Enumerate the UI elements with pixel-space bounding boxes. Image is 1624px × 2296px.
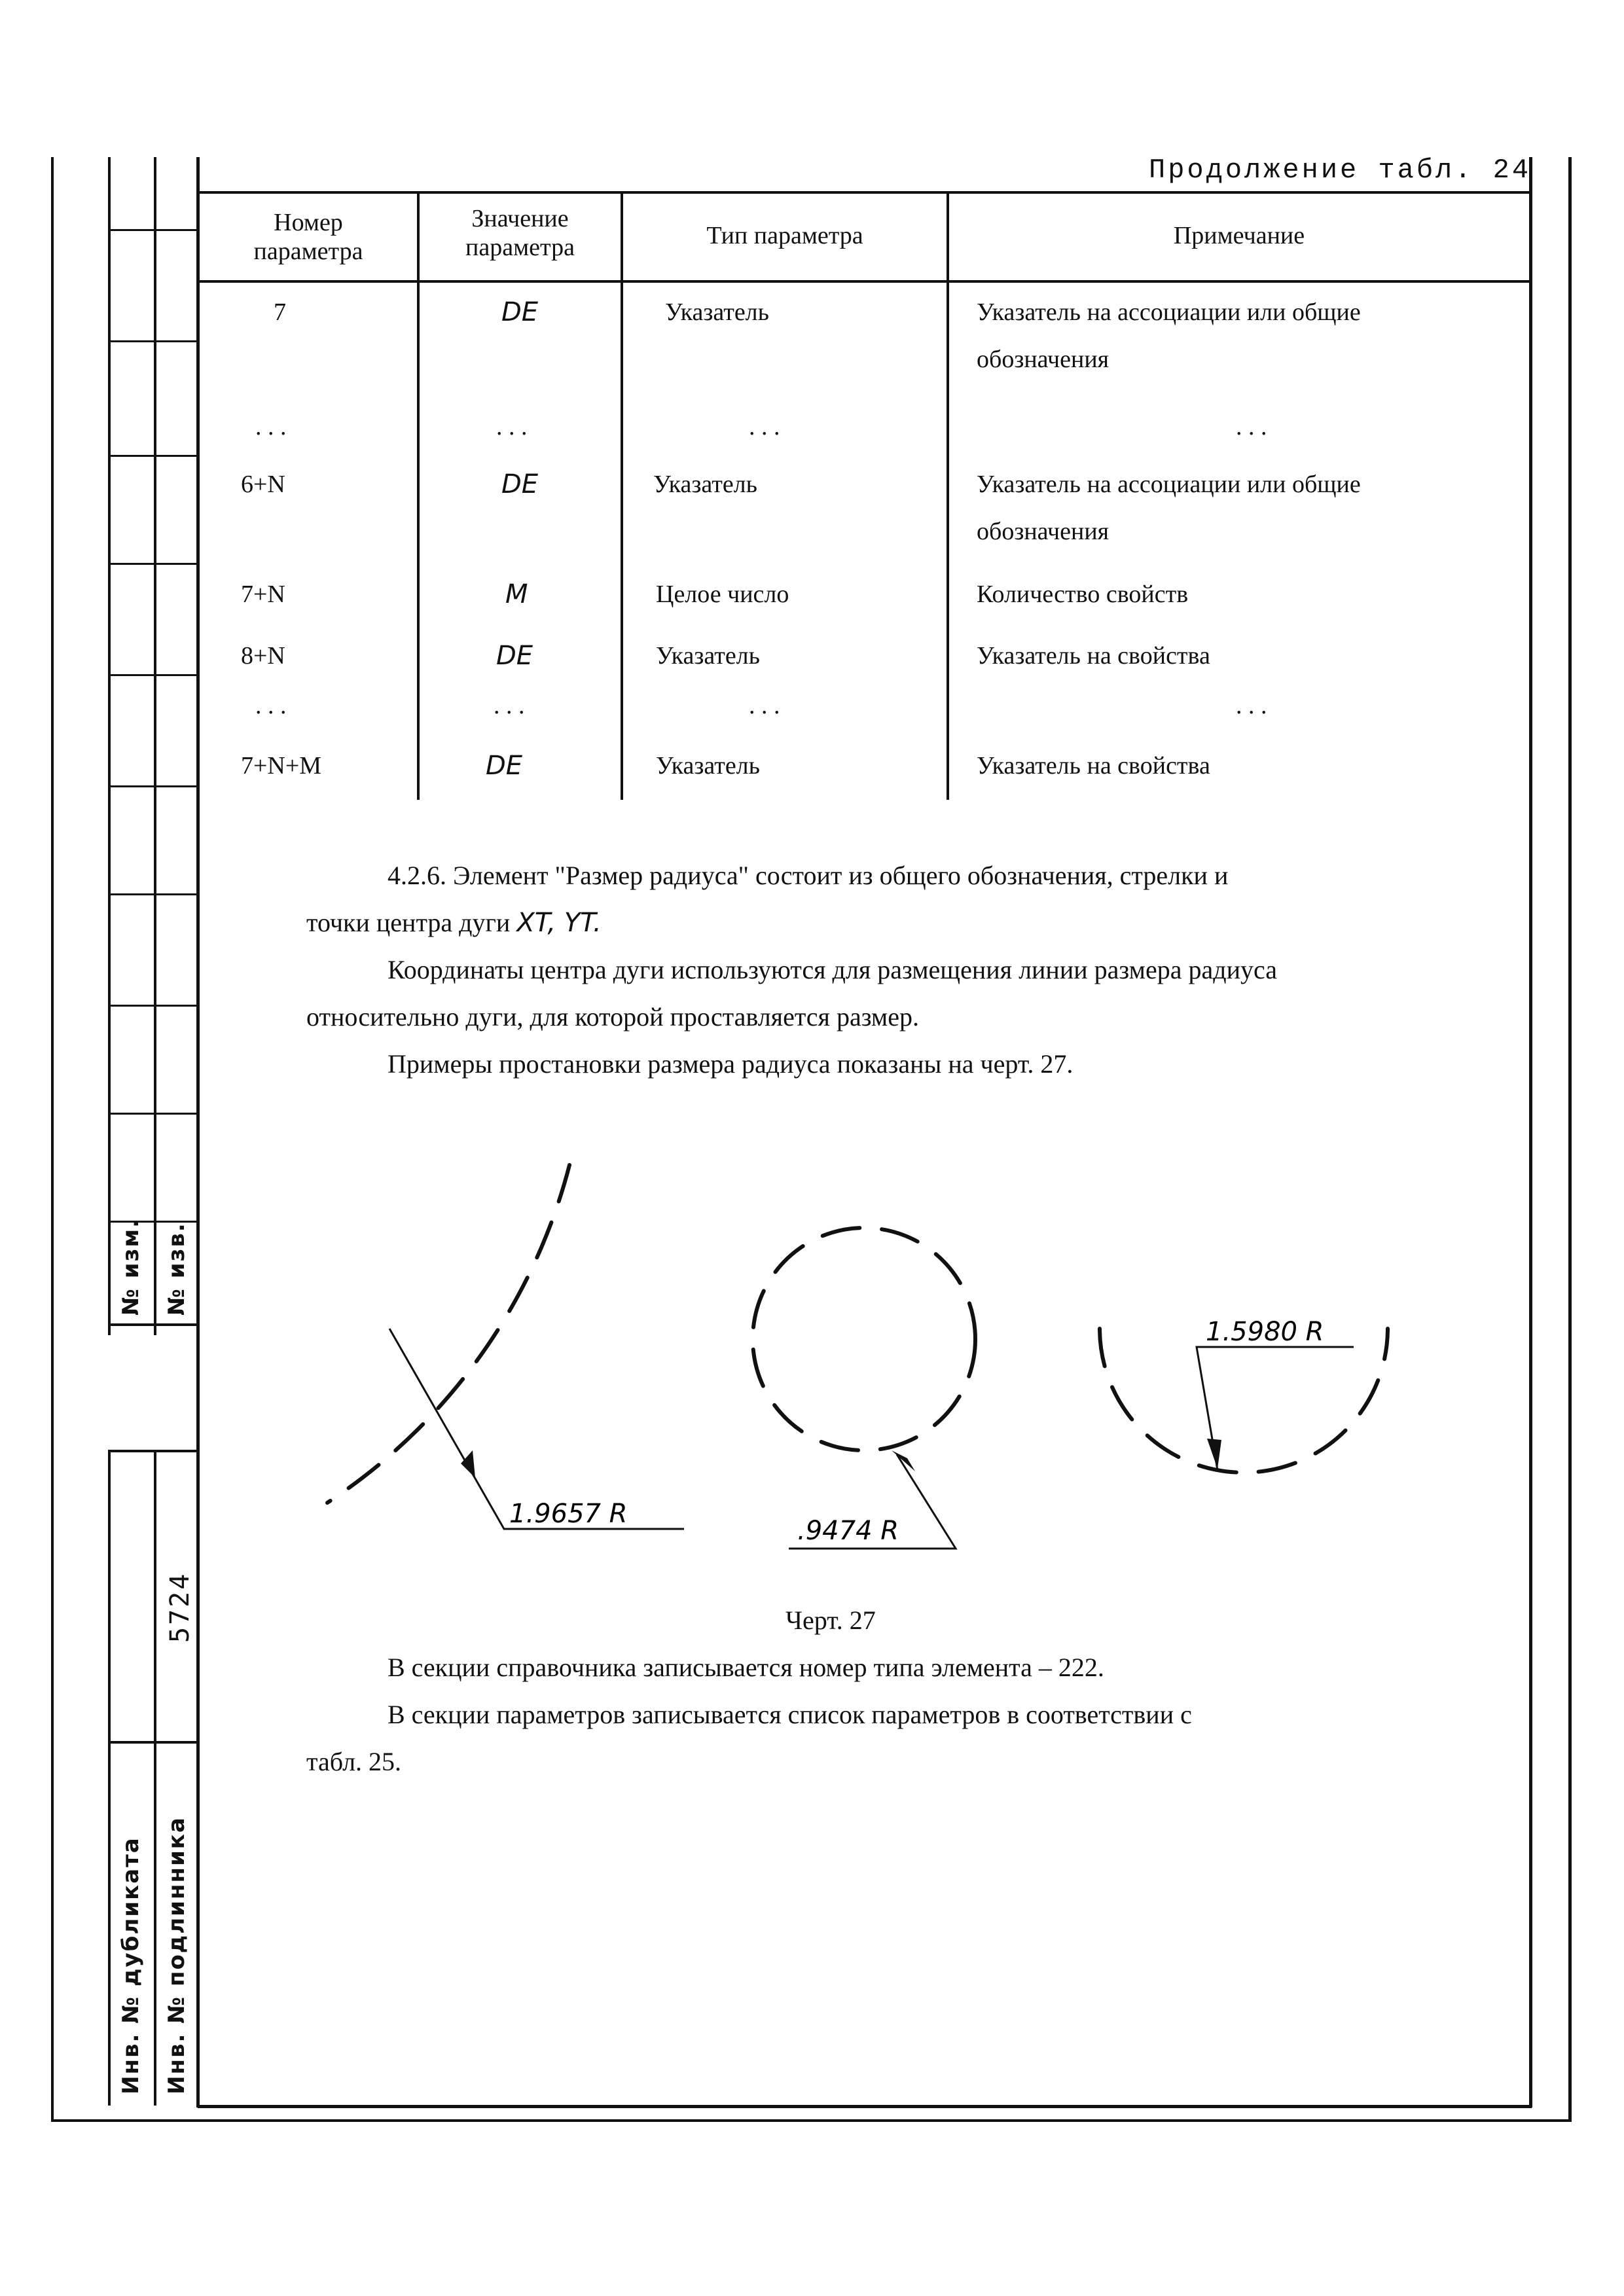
table-row-2-type: Указатель xyxy=(653,471,757,498)
paragraph-examples: Примеры простановки размера радиуса показаны на черт. 27. xyxy=(388,1049,1074,1079)
table-row-0-val: DE xyxy=(501,297,539,327)
paragraph-4-2-6-line2-text: точки центра дуги xyxy=(306,908,517,937)
table-header-value-text: Значение параметра xyxy=(465,205,575,261)
table-row-2-note2: обозначения xyxy=(977,518,1110,545)
table-header-number-text: Номер параметра xyxy=(253,209,363,265)
table-continuation-caption: Продолжение табл. 24 xyxy=(1149,154,1532,186)
table-row-3-note1: Количество свойств xyxy=(977,581,1189,608)
table-row-0-note2: обозначения xyxy=(977,346,1110,373)
table-row-6-val: DE xyxy=(486,751,523,781)
figure1-arc xyxy=(327,1165,569,1503)
table-row-3-val: M xyxy=(505,579,528,609)
table-header-type-text: Тип параметра xyxy=(706,222,863,249)
table-row-3-type: Целое число xyxy=(656,581,789,608)
table-row-1-val: . . . xyxy=(496,413,528,440)
table-row-5-note1: . . . xyxy=(1236,692,1267,719)
table-row-2-note1: Указатель на ассоциации или общие xyxy=(977,471,1361,498)
paragraph-directory-section: В секции справочника записывается номер типа элемента – 222. xyxy=(388,1653,1104,1682)
paragraph-coords-line2: относительно дуги, для которой проставляется размер. xyxy=(306,1002,919,1031)
table-row-5-type: . . . xyxy=(749,692,780,719)
paragraph-params-line1: В секции параметров записывается список параметров в соответствии с xyxy=(388,1700,1192,1729)
table-row-1-type: . . . xyxy=(749,413,780,440)
table-row-1-note1: . . . xyxy=(1236,413,1267,440)
table-row-0-note1: Указатель на ассоциации или общие xyxy=(977,298,1361,326)
table-row-1-num: . . . xyxy=(255,413,287,440)
figure1-label: 1.9657 R xyxy=(509,1499,628,1529)
figure2-circle xyxy=(753,1228,975,1450)
figure1-arrow xyxy=(461,1450,475,1478)
figure3-leader xyxy=(1197,1347,1354,1470)
table-row-3-num: 7+N xyxy=(241,581,285,608)
paragraph-params-line2: табл. 25. xyxy=(306,1747,402,1776)
figure3-arc xyxy=(1100,1329,1388,1473)
table-row-5-num: . . . xyxy=(255,692,287,719)
sidebar-podlinnik-label: Инв. № подлинника xyxy=(164,1816,190,2094)
paragraph-coords-line1: Координаты центра дуги используются для размещения линии размера радиуса xyxy=(388,955,1277,984)
table-row-4-type: Указатель xyxy=(656,642,760,670)
table-row-2-val: DE xyxy=(501,469,539,499)
table-header-note-text: Примечание xyxy=(1173,222,1305,249)
table-row-4-val: DE xyxy=(496,641,533,671)
table-row-4-num: 8+N xyxy=(241,642,285,670)
table-row-6-num: 7+N+M xyxy=(241,752,322,780)
figure2-label: .9474 R xyxy=(797,1516,899,1546)
figure3-arrow xyxy=(1207,1439,1221,1469)
paragraph-4-2-6-coords: XT, YT. xyxy=(516,908,602,938)
table-row-4-note1: Указатель на свойства xyxy=(977,642,1210,670)
drawing-caption: Черт. 27 xyxy=(785,1605,876,1635)
sidebar-izv-label: № изв. xyxy=(164,1222,190,1316)
paragraph-4-2-6-line1: 4.2.6. Элемент "Размер радиуса" состоит из общего обозначения, стрелки и xyxy=(388,861,1229,890)
table-row-0-num: 7 xyxy=(274,298,286,326)
sidebar-number: 5724 xyxy=(165,1571,195,1643)
sidebar-dublikat-label: Инв. № дубликата xyxy=(118,1837,144,2094)
table-row-0-type: Указатель xyxy=(665,298,769,326)
table-row-6-type: Указатель xyxy=(656,752,760,780)
table-row-5-val: . . . xyxy=(494,692,525,719)
sidebar-izm-label: № изм. xyxy=(118,1217,144,1316)
figure3-label: 1.5980 R xyxy=(1206,1317,1324,1347)
figure2-arrow xyxy=(892,1450,915,1471)
table-row-2-num-text: 6+N xyxy=(241,471,285,498)
table-row-6-note1: Указатель на свойства xyxy=(977,752,1210,780)
